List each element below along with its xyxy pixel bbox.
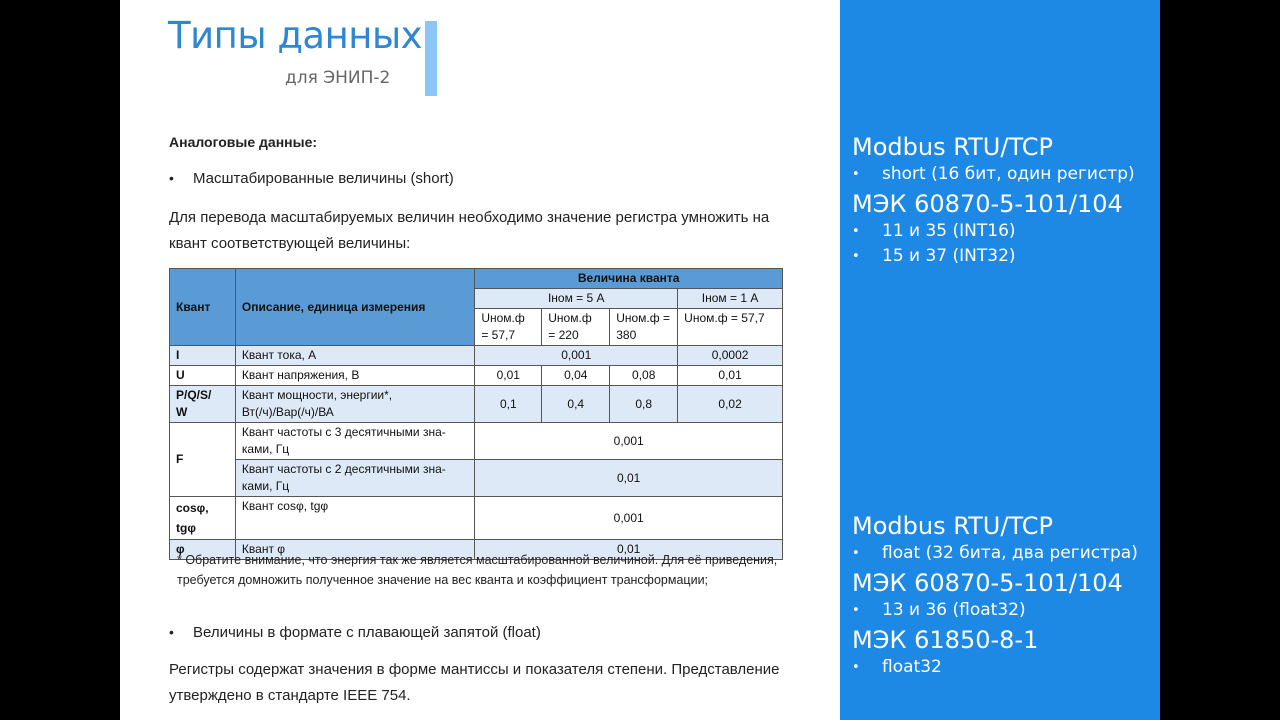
header-desc: Описание, единица измерения (235, 269, 474, 346)
table-row (170, 366, 783, 386)
paragraph-line: квант соответствующей величины: (169, 235, 411, 252)
footnote-line: требуется домножить полученное значение на вес кванта и коэффициент трансформации; (177, 573, 709, 587)
cell-desc: Квант частоты с 2 десятичными зна- ками, Гц (235, 460, 474, 497)
cell-value: 0,001 (475, 423, 783, 460)
cell-value: 0,001 (475, 346, 678, 366)
bullet-icon: • (852, 660, 860, 675)
cell-value: 0,08 (610, 366, 678, 386)
cell-desc: Квант мощности, энергии*, Вт(/ч)/Вар(/ч)/ВА (235, 386, 474, 423)
table-row (170, 460, 783, 497)
cell-value: 0,01 (678, 366, 783, 386)
protocol-item: • 15 и 37 (INT32) (852, 244, 1135, 269)
protocol-item: • float (32 бита, два регистра) (852, 541, 1138, 566)
cell-value: 0,8 (610, 386, 678, 423)
header-inom1: Iном = 1 А (678, 289, 783, 309)
quantum-table (169, 268, 783, 560)
cell-kvant: U (170, 366, 236, 386)
protocol-heading: МЭК 61850-8-1 (852, 626, 1039, 654)
bullet-icon: • (852, 546, 860, 561)
table-row (170, 386, 783, 423)
cell-value: 0,0002 (678, 346, 783, 366)
paragraph-intro (169, 205, 789, 257)
section-heading: Аналоговые данные: (169, 134, 318, 150)
header-kvant: Квант (170, 269, 236, 346)
footnote (177, 550, 787, 590)
cell-value: 0,4 (542, 386, 610, 423)
cell-value: 0,01 (475, 460, 783, 497)
protocol-item: • 11 и 35 (INT16) (852, 219, 1135, 244)
bullet-icon: • (852, 224, 860, 239)
title-accent-bar (425, 21, 437, 96)
cell-kvant: I (170, 346, 236, 366)
cell-desc: Квант напряжения, В (235, 366, 474, 386)
protocol-item: • short (16 бит, один регистр) (852, 162, 1135, 187)
protocol-heading: МЭК 60870-5-101/104 (852, 190, 1123, 218)
bullet-icon: • (852, 603, 860, 618)
cell-kvant: φ (170, 540, 236, 560)
header-u380: Uном.ф = 380 (610, 309, 678, 346)
cell-value: 0,001 (475, 497, 783, 540)
bullet-icon: • (169, 170, 174, 186)
bullet-icon: • (169, 624, 174, 640)
protocol-item: • 13 и 36 (float32) (852, 598, 1138, 623)
protocol-heading: МЭК 60870-5-101/104 (852, 569, 1123, 597)
cell-desc: Квант cosφ, tgφ (235, 497, 474, 540)
cell-kvant: F (170, 423, 236, 497)
bullet-icon: • (852, 249, 860, 264)
cell-value: 0,01 (475, 366, 542, 386)
footnote-line: * Обратите внимание, что энергия так же является масштабированной величиной. Для её приведения, (177, 553, 778, 567)
cell-kvant: cosφ, tgφ (170, 497, 236, 540)
protocol-item: • float32 (852, 655, 1138, 680)
bullet-short (169, 170, 454, 187)
cell-value: 0,04 (542, 366, 610, 386)
protocol-block-float (852, 511, 1138, 680)
paragraph-line: утверждено в стандарте IEEE 754. (169, 687, 411, 704)
cell-desc: Квант частоты с 3 десятичными зна- ками, Гц (235, 423, 474, 460)
paragraph-float (169, 657, 789, 709)
cell-desc: Квант тока, А (235, 346, 474, 366)
header-u57b: Uном.ф = 57,7 (678, 309, 783, 346)
table-row (170, 497, 783, 540)
paragraph-line: Регистры содержат значения в форме мантиссы и показателя степени. Представление (169, 661, 780, 678)
cell-value: 0,1 (475, 386, 542, 423)
header-u57: Uном.ф = 57,7 (475, 309, 542, 346)
protocol-block-short (852, 132, 1135, 269)
protocol-panel (840, 0, 1160, 720)
paragraph-line: Для перевода масштабируемых величин необходимо значение регистра умножить на (169, 209, 770, 226)
slide-title: Типы данных (168, 14, 423, 57)
cell-desc: Квант φ (235, 540, 474, 560)
bullet-float (169, 624, 541, 641)
cell-value: 0,02 (678, 386, 783, 423)
cell-value: 0,01 (475, 540, 783, 560)
bullet-icon: • (852, 167, 860, 182)
table-row (170, 346, 783, 366)
bullet-text: Масштабированные величины (short) (193, 170, 454, 187)
header-inom5: Iном = 5 А (475, 289, 678, 309)
content-area (120, 0, 840, 720)
table-row (170, 423, 783, 460)
cell-kvant: P/Q/S/ W (170, 386, 236, 423)
bullet-text: Величины в формате с плавающей запятой (float) (193, 624, 541, 641)
protocol-heading: Modbus RTU/TCP (852, 133, 1053, 161)
header-u220: Uном.ф = 220 (542, 309, 610, 346)
slide-subtitle: для ЭНИП-2 (285, 68, 391, 88)
protocol-heading: Modbus RTU/TCP (852, 512, 1053, 540)
header-group: Величина кванта (475, 269, 783, 289)
slide (120, 0, 1160, 720)
